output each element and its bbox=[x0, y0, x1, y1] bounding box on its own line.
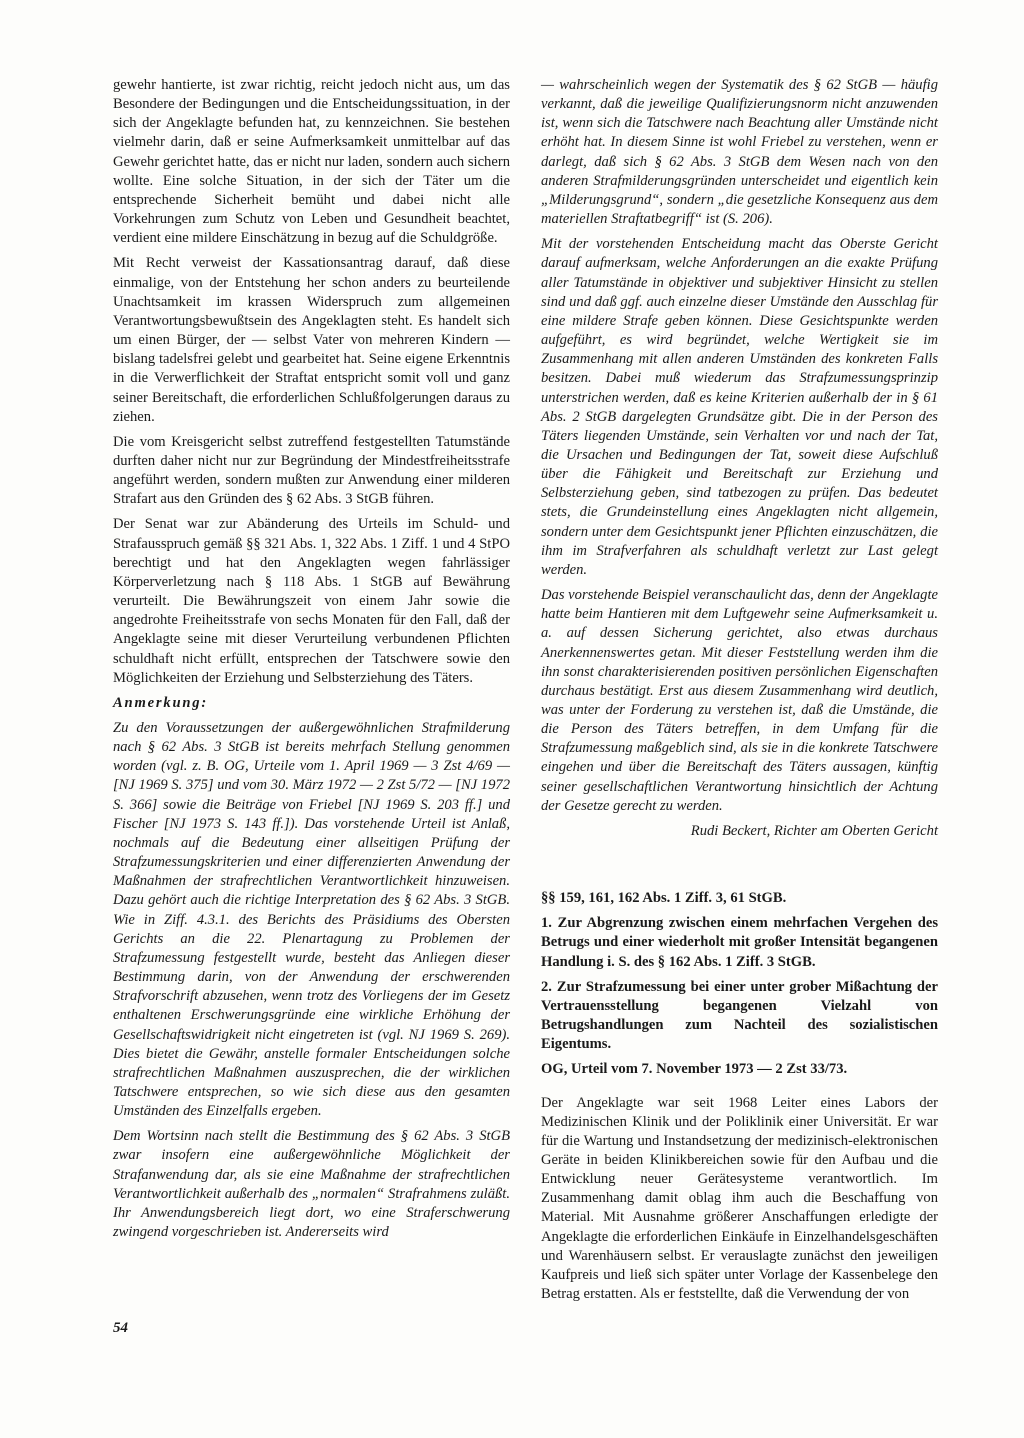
annotation-paragraph: Mit der vorstehenden Entscheidung macht das Oberste Gericht darauf aufmerksam, welche Anforderungen an die exakte Prüfung aller Tatumstände in objektiver und subjektiver Hinsicht zu stellen sind und daß ggf. auch einzelne dieser Umstände den Ausschlag für eine mildere Strafe geben können. Diese Gesichtspunkte werden aufgeführt, es wird begründet, welche Wertigkeit sie im Zusammenhang mit allen anderen Umständen des konkreten Falls besitzen. Dabei muß wiederum das Strafzumessungsprinzip unterstrichen werden, daß es keine Kriterien außerhalb der in § 61 Abs. 2 StGB dargelegten Grundsätze gibt. Die in der Person des Täters liegenden Umstände, sein Verhalten vor und nach der Tat, die Ursachen und Bedingungen der Tat, soweit diese Aufschluß über die Fähigkeit und Bereitschaft zur Erziehung und Selbsterziehung geben, sind tatbezogen zu prüfen. Das bedeutet stets, die Grundeinstellung eines Angeklagten nicht allgemein, sondern unter dem Gesichtspunkt jener Pflichten einzuschätzen, die ihm im Strafverfahren als schuldhaft verletzt zur Last gelegt werden. bbox=[541, 236, 938, 578]
annotation-paragraph: Zu den Voraussetzungen der außergewöhnlichen Strafmilderung nach § 62 Abs. 3 StGB ist bereits mehrfach Stellung genommen worden (vgl. z. B. OG, Urteile vom 1. April 1969 — 3 Zst 4/69 — [NJ 1969 S. 375] und vom 30. März 1972 — 2 Zst 5/72 — [NJ 1972 S. 366] sowie die Beiträge von Friebel [NJ 1969 S. 203 ff.] und Fischer [NJ 1973 S. 143 ff.]). Das vorstehende Urteil ist Anlaß, nochmals auf die Bedeutung einer allseitigen Prüfung der Strafzumessungskriterien und einer differenzierten Anwendung der Maßnahmen der strafrechtlichen Verantwortlichkeit hinzuweisen. Dazu gehört auch die richtige Interpretation des § 62 Abs. 3 StGB. Wie in Ziff. 4.3.1. des Berichts des Präsidiums des Obersten Gerichts an die 22. Plenartagung zu Problemen der Strafzumessung festgestellt wurde, besteht das Anliegen dieser Bestimmung darin, von der Anwendung der erschwerenden Strafvorschrift abzusehen, wenn trotz des Vorliegens der im Gesetz enthaltenen Erschwerungsgründe eine wirkliche Erhöhung der Gesellschaftswidrigkeit nicht eingetreten ist (vgl. NJ 1969 S. 269). Dies bietet die Gewähr, anstelle formaler Entscheidungen solche strafrechtlichen Maßnahmen auszusprechen, die der wirklichen Tatschwere entsprechen, so wie sich diese aus den gesamten Umständen des Einzelfalls ergeben. bbox=[113, 720, 510, 1120]
case-body-paragraph: Der Angeklagte war seit 1968 Leiter eines Labors der Medizinischen Klinik und der Poliklinik einer Universität. Er war für die Wartung und Instandsetzung der medizinisch-elektronischen Geräte in beiden Klinikbereichen sowie für den Aufbau und die Entwicklung neuer Gerätesysteme verantwortlich. Im Zusammenhang damit oblag ihm auch die Beschaffung von Material. Mit Ausnahme größerer Anschaffungen erledigte der Angeklagte die erforderlichen Einkäufe in Einzelhandelsgeschäften und Warenhäusern selbst. Er verauslagte zunächst den jeweiligen Kaufpreis und ließ sich später unter Vorlage der Kassenbelege den Betrag erstatten. Als er feststellte, daß die Verwendung der von bbox=[541, 1094, 938, 1303]
paragraph: gewehr hantierte, ist zwar richtig, reicht jedoch nicht aus, um das Besondere der Bedingungen und die Entscheidungssituation, in der sich der Angeklagte befunden hat, zu kennzeichnen. Sie bestehen vielmehr darin, daß er seine Aufmerksamkeit unmittelbar auf das Gewehr gerichtet hatte, das er nicht nur laden, sondern auch sichern wollte. Eine solche Situation, in der sich der Täter um die entsprechende Sicherheit bemüht und dabei nicht alle Vorkehrungen zum Schutz von Leben und Gesundheit beachtet, verdient eine mildere Einschätzung in bezug auf die Schuldgröße. bbox=[113, 77, 510, 247]
decision-headnotes bbox=[541, 889, 938, 1079]
decision-citation: OG, Urteil vom 7. November 1973 — 2 Zst 33/73. bbox=[541, 1061, 848, 1078]
paragraph: Mit Recht verweist der Kassationsantrag darauf, daß diese einmalige, von der Entstehung her schon anders zu beurteilende Unachtsamkeit im krassen Widerspruch zum allgemeinen Verantwortungsbewußtsein des Angeklagten steht. Es handelt sich um einen Bürger, der — selbst Vater von mehreren Kindern — bislang tadelsfrei gelebt und gearbeitet hat. Seine eigene Erkenntnis in die Verwerflichkeit der Straftat entspricht somit voll und ganz seiner Bereitschaft, die erforderlichen Schlußfolgerungen daraus zu ziehen. bbox=[113, 255, 510, 425]
annotation-heading: Anmerkung: bbox=[113, 694, 209, 711]
page-number: 54 bbox=[113, 1320, 128, 1336]
annotation-paragraph: Dem Wortsinn nach stellt die Bestimmung des § 62 Abs. 3 StGB zwar insofern eine außergewöhnliche Möglichkeit der Strafanwendung dar, als sie eine Maßnahme der strafrechtlichen Verantwortlichkeit außerhalb des „normalen“ Strafrahmens zuläßt. Ihr Anwendungsbereich liegt dort, wo eine Straferschwerung zwingend vorgeschrieben ist. Andererseits wird bbox=[113, 1128, 510, 1241]
headnote-2: 2. Zur Strafzumessung bei einer unter grober Mißachtung der Vertrauensstellung begangenen Vielzahl von Betrugshandlungen zum Nachteil des sozialistischen Eigentums. bbox=[541, 978, 938, 1053]
right-column bbox=[541, 76, 938, 1310]
annotation-paragraph: Das vorstehende Beispiel veranschaulicht das, denn der Angeklagte hatte beim Hantieren mit dem Luftgewehr seine Aufmerksamkeit u. a. auf dessen Sicherung gerichtet, also etwas durchaus Anerkennenswertes getan. Mit dieser Feststellung werden ihm die ihn sonst charakterisierenden positiven persönlichen Eigenschaften durchaus bestätigt. Erst aus diesem Zusammenhang wird deutlich, was unter der Forderung zu verstehen ist, daß die Umstände, die die Person des Täters betreffen, in dem Umfang für die Strafzumessung maßgeblich sind, als sie in die konkrete Tatschwere eingehen und über die Bereitschaft des Täters aussagen, künftig seiner gesellschaftlichen Verantwortung hinsichtlich der Achtung der Gesetze gerecht zu werden. bbox=[541, 587, 938, 814]
statute-reference: §§ 159, 161, 162 Abs. 1 Ziff. 3, 61 StGB. bbox=[541, 890, 787, 907]
paragraph: Die vom Kreisgericht selbst zutreffend festgestellten Tatumstände durften daher nicht nur zur Begründung der Mindestfreiheitsstrafe angeführt werden, sondern mußten zur Anwendung einer milderen Strafart aus den Gründen des § 62 Abs. 3 StGB führen. bbox=[113, 433, 510, 508]
headnote-1: 1. Zur Abgrenzung zwischen einem mehrfachen Vergehen des Betrugs und einer wiederholt mit großer Intensität begangenen Handlung i. S. des § 162 Abs. 1 Ziff. 3 StGB. bbox=[541, 915, 938, 970]
annotation-paragraph: — wahrscheinlich wegen der Systematik des § 62 StGB — häufig verkannt, daß die jeweilige Qualifizierungsnorm nicht anzuwenden ist, wenn sich die Tatschwere nach Beachtung aller Umstände nicht erhöht hat. In diesem Sinne ist wohl Friebel zu verstehen, wenn er darlegt, daß sich § 62 Abs. 3 StGB dem Wesen nach von den anderen Strafmilderungsgründen unterscheidet und eigentlich kein „Milderungsgrund“, sondern „die gesetzliche Konsequenz aus dem materiellen Straftatbegriff“ ist (S. 206). bbox=[541, 77, 938, 228]
paragraph: Der Senat war zur Abänderung des Urteils im Schuld- und Strafausspruch gemäß §§ 321 Abs. 1, 322 Abs. 1 Ziff. 1 und 4 StPO berechtigt und hat den Angeklagten wegen fahrlässiger Körperverletzung nach § 118 Abs. 1 StGB auf Bewährung verurteilt. Die Bewährungszeit von einem Jahr sowie die angedrohte Freiheitsstrafe von sechs Monaten für den Fall, daß der Angeklagte seine mit dieser Verurteilung verbundenen Pflichten schuldhaft nicht erfüllt, entsprechen der Tatschwere sowie den Möglichkeiten der Erziehung und Selbsterziehung des Täters. bbox=[113, 516, 510, 686]
author-signature: Rudi Beckert, Richter am Oberten Gericht bbox=[690, 822, 938, 839]
left-column bbox=[113, 76, 510, 1248]
